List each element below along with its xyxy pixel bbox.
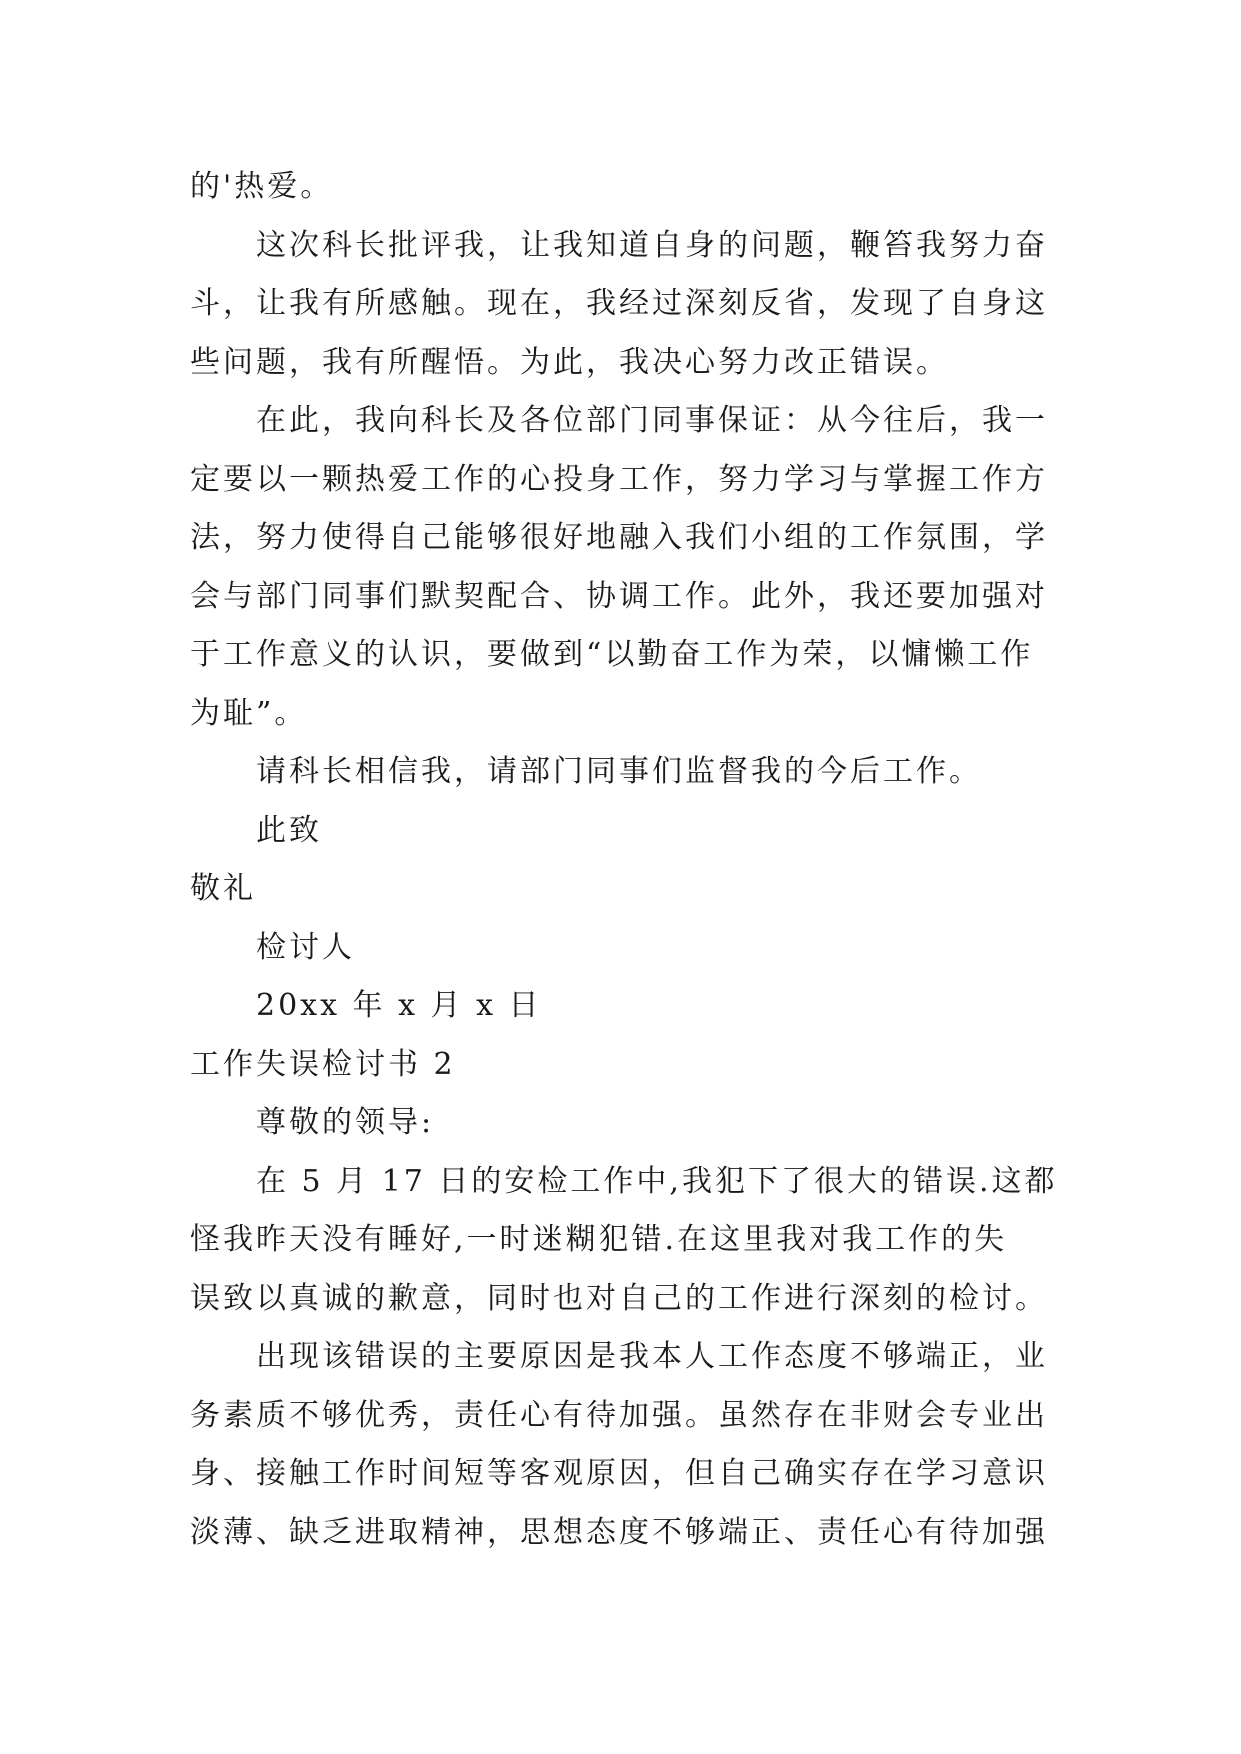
text-line: 会与部门同事们默契配合、协调工作。此外，我还要加强对 [190, 578, 1048, 614]
text-line: 于工作意义的认识，要做到“以勤奋工作为荣，以慵懒工作 [190, 637, 1034, 672]
text-line: 淡薄、缺乏进取精神，思想态度不够端正、责任心有待加强 [190, 1514, 1048, 1550]
text-line: 检讨人 [256, 929, 355, 965]
text-line: 为耻”。 [190, 695, 308, 731]
text-line: 的'热爱。 [190, 169, 334, 204]
text-line: 出现该错误的主要原因是我本人工作态度不够端正，业 [256, 1339, 1048, 1374]
document-body [190, 158, 1058, 1562]
text-line: 些问题，我有所醒悟。为此，我决心努力改正错误。 [190, 344, 949, 380]
text-line: 此致 [256, 812, 322, 848]
text-line: 在 5 月 17 日的安检工作中,我犯下了很大的错误.这都 [256, 1163, 1058, 1199]
text-line: 这次科长批评我，让我知道自身的问题，鞭笞我努力奋 [256, 227, 1048, 263]
text-line: 怪我昨天没有睡好,一时迷糊犯错.在这里我对我工作的失 [190, 1222, 1008, 1257]
text-line: 身、接触工作时间短等客观原因，但自己确实存在学习意识 [190, 1456, 1048, 1491]
text-line: 敬礼 [190, 871, 256, 906]
text-line: 务素质不够优秀，责任心有待加强。虽然存在非财会专业出 [190, 1397, 1048, 1433]
text-line: 尊敬的领导: [256, 1105, 435, 1140]
text-line: 法，努力使得自己能够很好地融入我们小组的工作氛围，学 [190, 520, 1048, 555]
text-line: 在此，我向科长及各位部门同事保证：从今往后，我一 [256, 403, 1048, 438]
text-line: 斗，让我有所感触。现在，我经过深刻反省，发现了自身这 [190, 286, 1048, 321]
text-line: 定要以一颗热爱工作的心投身工作，努力学习与掌握工作方 [190, 461, 1048, 497]
text-line: 误致以真诚的歉意，同时也对自己的工作进行深刻的检讨。 [190, 1280, 1048, 1316]
text-line: 工作失误检讨书 2 [190, 1046, 456, 1082]
text-line: 20xx 年 x 月 x 日 [256, 988, 542, 1023]
text-line: 请科长相信我，请部门同事们监督我的今后工作。 [256, 754, 982, 789]
